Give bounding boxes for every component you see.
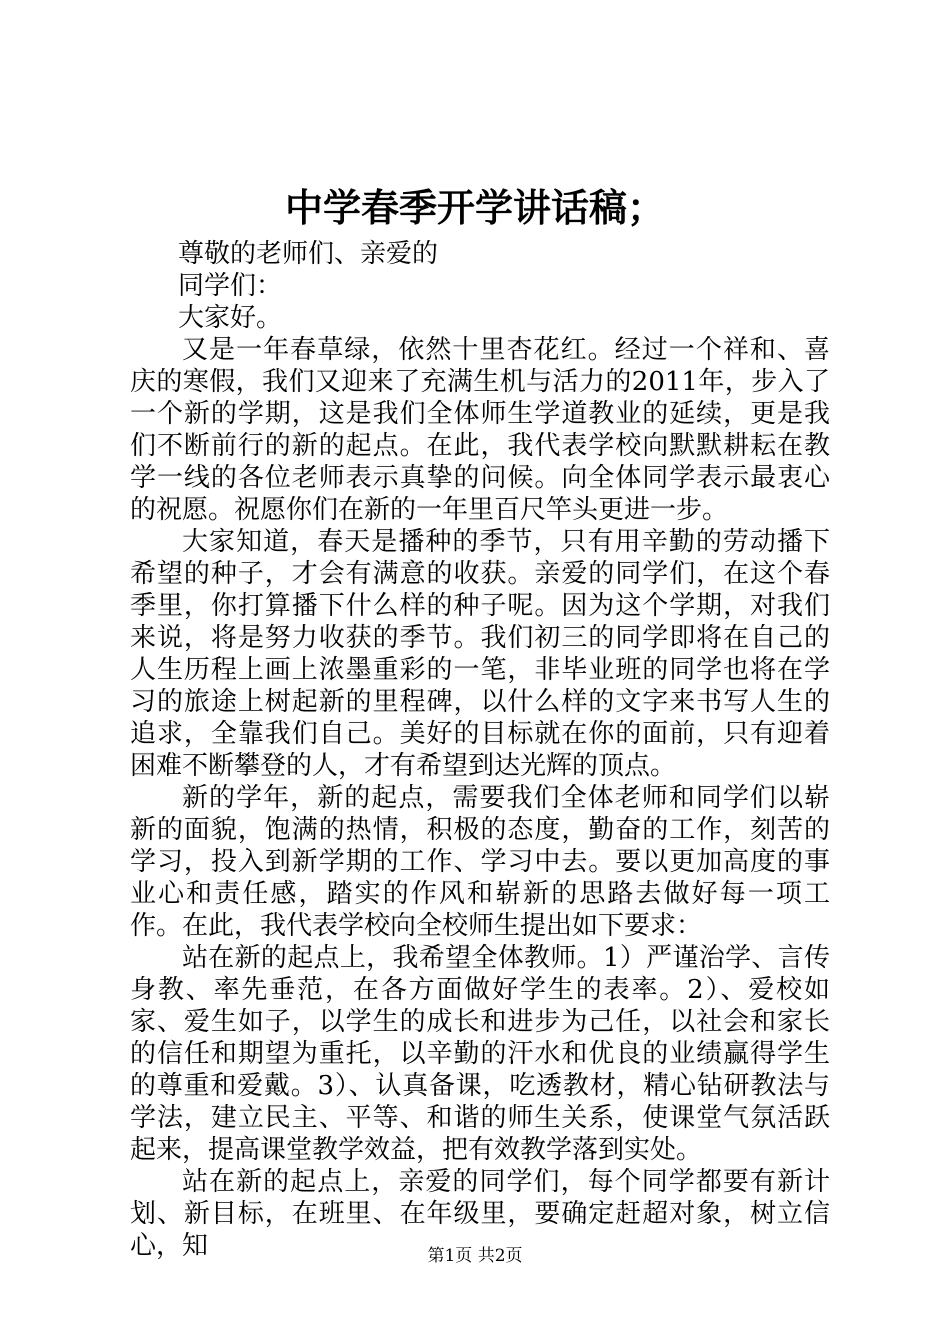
- paragraph: 大家知道，春天是播种的季节，只有用辛勤的劳动播下希望的种子，才会有满意的收获。亲爱的同学们，在这个春季里，你打算播下什么样的种子呢。因为这个学期，对我们来说，将是努力收获的季节。我们初三的同学即将在自己的人生历程上画上浓墨重彩的一笔，非毕业班的同学也将在学习的旅途上树起新的里程碑，以什么样的文字来书写人生的追求，全靠我们自己。美好的目标就在你的面前，只有迎着困难不断攀登的人，才有希望到达光辉的顶点。: [130, 527, 830, 781]
- page-title: 中学春季开学讲话稿；: [284, 185, 665, 230]
- speech-body: [130, 238, 830, 1262]
- greeting-line-1: 尊敬的老师们、亲爱的: [178, 239, 439, 269]
- paragraph: 站在新的起点上，亲爱的同学们，每个同学都要有新计划、新目标，在班里、在年级里，要确定赶超对象，树立信心，知: [130, 1167, 830, 1261]
- paragraph: 新的学年，新的起点，需要我们全体老师和同学们以崭新的面貌，饱满的热情，积极的态度，勤奋的工作，刻苦的学习，投入到新学期的工作、学习中去。要以更加高度的事业心和责任感，踏实的作风和崭新的思路去做好每一项工作。在此，我代表学校向全校师生提出如下要求：: [130, 783, 830, 941]
- greeting-line-2: 同学们：: [178, 271, 283, 301]
- paragraph: 站在新的起点上，我希望全体教师。1）严谨治学、言传身教、率先垂范，在各方面做好学生的表率。2）、爱校如家、爱生如子，以学生的成长和进步为己任，以社会和家长的信任和期望为重托，以辛勤的汗水和优良的业绩赢得学生的尊重和爱戴。3）、认真备课，吃透教材，精心钻研教法与学法，建立民主、平等、和谐的师生关系，使课堂气氛活跃起来，提高课堂教学效益，把有效教学落到实处。: [130, 943, 830, 1165]
- paragraph: 又是一年春草绿，依然十里杏花红。经过一个祥和、喜庆的寒假，我们又迎来了充满生机与活力的2011年，步入了一个新的学期，这是我们全体师生学道教业的延续，更是我们不断前行的新的起点。在此，我代表学校向默默耕耘在教学一线的各位老师表示真挚的问候。向全体同学表示最衷心的祝愿。祝愿你们在新的一年里百尺竿头更进一步。: [130, 335, 830, 525]
- greeting-line-3: 大家好。: [178, 303, 283, 333]
- page-number-footer: 第1页 共2页: [427, 1246, 523, 1266]
